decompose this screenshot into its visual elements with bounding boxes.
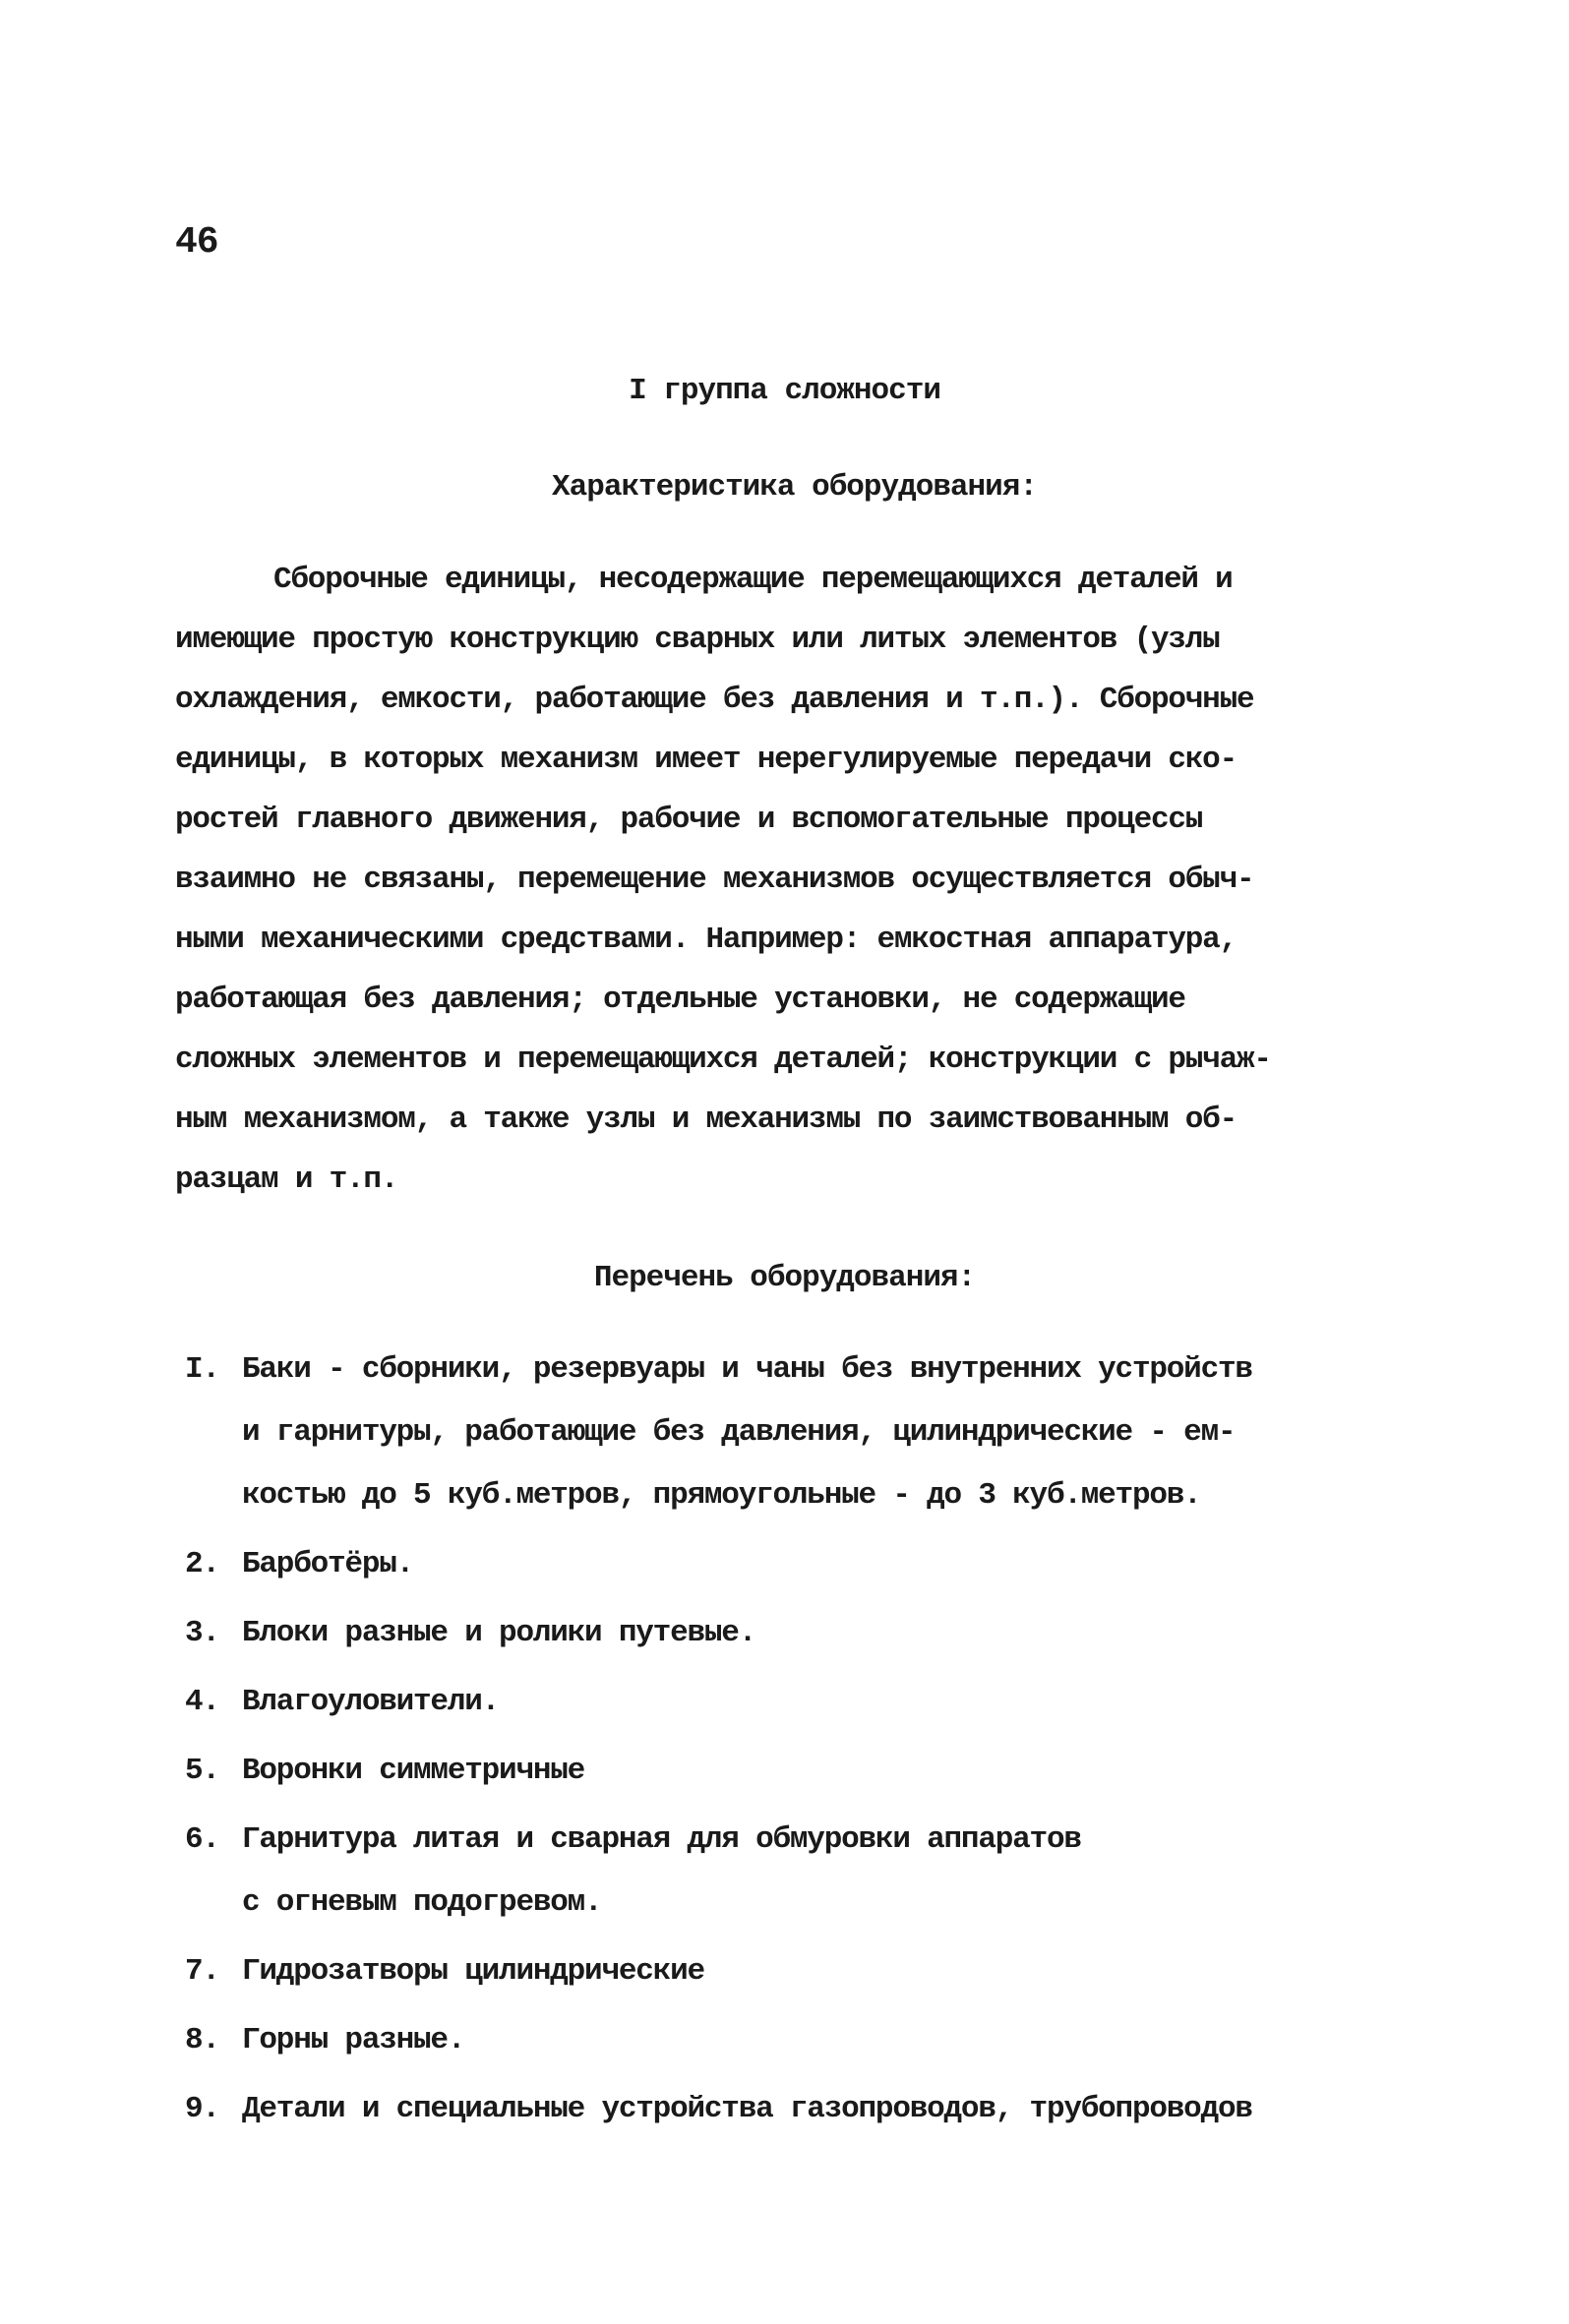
list-item	[185, 1822, 1081, 1857]
list-item-number: I.	[185, 1352, 219, 1387]
paragraph-line: разцам и т.п.	[175, 1162, 398, 1197]
characteristic-title: Характеристика оборудования:	[552, 470, 1037, 505]
list-item	[185, 1685, 499, 1719]
paragraph-line: работающая без давления; отдельные установки, не содержащие	[175, 983, 1185, 1017]
list-item	[185, 1547, 413, 1581]
list-item-text: Воронки симметричные	[242, 1754, 585, 1788]
paragraph-line: охлаждения, емкости, работающие без давления и т.п.). Сборочные	[175, 683, 1254, 717]
list-item-number: 6.	[185, 1822, 219, 1857]
list-item	[185, 2092, 1252, 2126]
list-item-number: 7.	[185, 1954, 219, 1989]
list-item-continuation: с огневым подогревом.	[242, 1885, 602, 1920]
list-item-text: Барботёры.	[242, 1547, 414, 1581]
list-item	[185, 1754, 584, 1788]
paragraph-line: имеющие простую конструкцию сварных или литых элементов (узлы	[175, 623, 1220, 657]
list-item-number: 3.	[185, 1616, 219, 1650]
paragraph-line: единицы, в которых механизм имеет нерегулируемые передачи ско-	[175, 743, 1237, 777]
paragraph-line: сложных элементов и перемещающихся деталей; конструкции с рычаж-	[175, 1043, 1271, 1077]
list-item-text: Баки - сборники, резервуары и чаны без внутренних устройств	[242, 1352, 1252, 1387]
list-item-number: 9.	[185, 2092, 219, 2126]
list-item-number: 5.	[185, 1754, 219, 1788]
list-item	[185, 1954, 704, 1989]
list-item-number: 4.	[185, 1685, 219, 1719]
list-item-text: Детали и специальные устройства газопроводов, трубопроводов	[242, 2092, 1252, 2126]
page-number: 46	[175, 221, 218, 264]
list-item-continuation: и гарнитуры, работающие без давления, цилиндрические - ем-	[242, 1415, 1236, 1450]
paragraph-line: взаимно не связаны, перемещение механизмов осуществляется обыч-	[175, 863, 1254, 897]
list-item-text: Горны разные.	[242, 2023, 465, 2057]
paragraph-line: ным механизмом, а также узлы и механизмы по заимствованным об-	[175, 1102, 1237, 1137]
list-item-text: Влагоуловители.	[242, 1685, 500, 1719]
list-item-number: 8.	[185, 2023, 219, 2057]
paragraph-line: ростей главного движения, рабочие и вспомогательные процессы	[175, 803, 1203, 837]
paragraph-line: Сборочные единицы, несодержащие перемещающихся деталей и	[273, 563, 1233, 597]
list-item	[185, 1352, 1252, 1387]
paragraph-line: ными механическими средствами. Например: емкостная аппаратура,	[175, 923, 1237, 957]
group-title: I группа сложности	[629, 374, 940, 408]
list-item-number: 2.	[185, 1547, 219, 1581]
list-item	[185, 1616, 755, 1650]
list-item-text: Блоки разные и ролики путевые.	[242, 1616, 756, 1650]
list-title: Перечень оборудования:	[593, 1261, 976, 1295]
list-item-continuation: костью до 5 куб.метров, прямоугольные - до 3 куб.метров.	[242, 1478, 1201, 1513]
list-item-text: Гидрозатворы цилиндрические	[242, 1954, 704, 1989]
list-item	[185, 2023, 464, 2057]
list-item-text: Гарнитура литая и сварная для обмуровки аппаратов	[242, 1822, 1081, 1857]
